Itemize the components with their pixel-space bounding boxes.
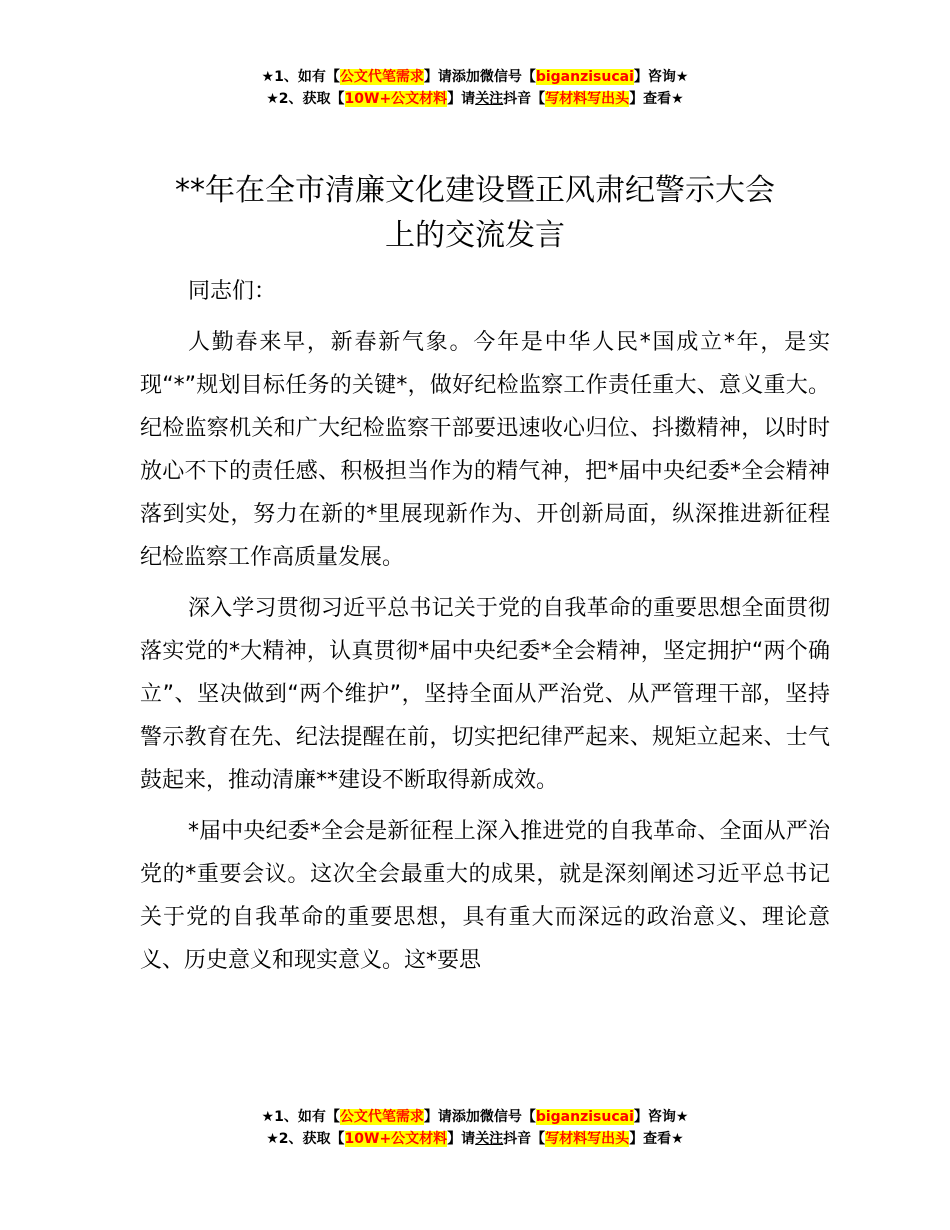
promo-text: ★2、获取【: [266, 1131, 345, 1147]
body-paragraph: 深入学习贯彻习近平总书记关于党的自我革命的重要思想全面贯彻落实党的*大精神，认真贯彻*届中央纪委*全会精神，坚定拥护“两个确立”、坚决做到“两个维护”，坚持全面从严治党、从严管理干部，坚持警示教育在先、纪法提醒在前，切实把纪律严起来、规矩立起来、士气鼓起来，推动清廉**建设不断取得新成效。: [140, 596, 830, 793]
promo-line-2: [0, 88, 950, 110]
document-title: [120, 168, 830, 258]
promo-text: 】请: [447, 1131, 476, 1147]
promo-text: 】请添加微信号【: [423, 69, 536, 85]
body-paragraph: *届中央纪委*全会是新征程上深入推进党的自我革命、全面从严治党的*重要会议。这次全会最重大的成果，就是深刻阐述习近平总书记关于党的自我革命的重要思想，具有重大而深远的政治意义、理论意义、历史意义和现实意义。这*要思: [140, 819, 830, 973]
promo-line-2: [0, 1128, 950, 1150]
promo-footer: [0, 1106, 950, 1150]
promo-text: 抖音【: [503, 91, 546, 107]
promo-line-1: [0, 66, 950, 88]
promo-highlight: 公文代笔需求: [339, 69, 424, 85]
promo-text: 】咨询★: [633, 69, 689, 85]
promo-text: ★2、获取【: [266, 91, 345, 107]
body-paragraph: 人勤春来早，新春新气象。今年是中华人民*国成立*年，是实现“*”规划目标任务的关键*，做好纪检监察工作责任重大、意义重大。纪检监察机关和广大纪检监察干部要迅速收心归位、抖擞精神，以时时放心不下的责任感、积极担当作为的精气神，把*届中央纪委*全会精神落到实处，努力在新的*里展现新作为、开创新局面，纵深推进新征程纪检监察工作高质量发展。: [140, 330, 830, 570]
promo-text: 】查看★: [629, 91, 684, 107]
promo-line-1: [0, 1106, 950, 1128]
document-body: [140, 270, 830, 990]
promo-text: ★1、如有【: [261, 69, 340, 85]
promo-highlight: biganzisucai: [535, 69, 634, 85]
promo-text: 】请添加微信号【: [423, 1109, 536, 1125]
promo-highlight: biganzisucai: [535, 1109, 634, 1125]
salutation: 同志们：: [188, 279, 277, 304]
title-line-1: **年在全市清廉文化建设暨正风肃纪警示大会: [175, 173, 775, 208]
promo-highlight: 写材料写出头: [545, 1131, 630, 1147]
promo-highlight: 写材料写出头: [545, 91, 630, 107]
promo-highlight: 公文代笔需求: [339, 1109, 424, 1125]
promo-text: 】请: [447, 91, 476, 107]
promo-highlight: 10W+公文材料: [344, 91, 448, 107]
promo-header: [0, 66, 950, 110]
promo-text: 】咨询★: [633, 1109, 689, 1125]
title-line-2: 上的交流发言: [385, 218, 565, 253]
promo-underlined: 关注: [475, 91, 504, 107]
promo-text: ★1、如有【: [261, 1109, 340, 1125]
promo-text: 】查看★: [629, 1131, 684, 1147]
promo-highlight: 10W+公文材料: [344, 1131, 448, 1147]
promo-underlined: 关注: [475, 1131, 504, 1147]
promo-text: 抖音【: [503, 1131, 546, 1147]
